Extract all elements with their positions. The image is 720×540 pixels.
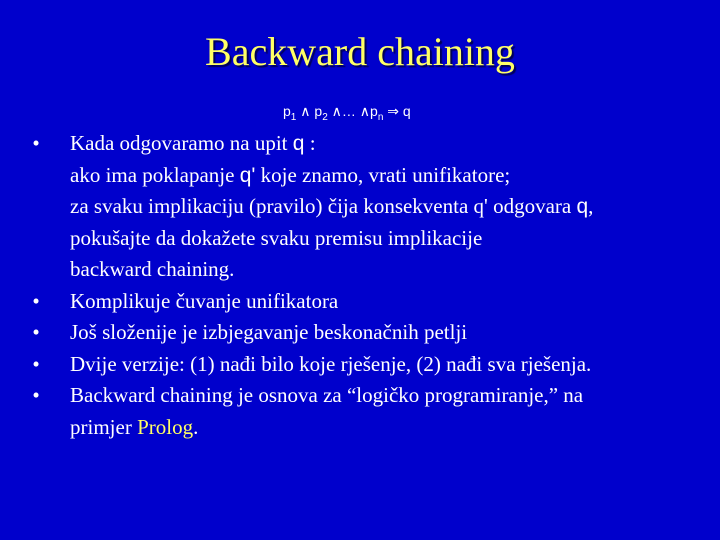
bullet-text: . <box>193 414 199 439</box>
bullet-text: za svaku implikaciju (pravilo) čija konsekventa q' odgovara <box>70 194 577 218</box>
bullet-text: primjer <box>70 414 138 439</box>
bullet-text: Još složenije je izbjegavanje beskonačnih petlji <box>70 320 468 344</box>
query-symbol: q <box>576 195 589 218</box>
bullet-item <box>26 380 706 412</box>
bullet-marker: • <box>32 131 40 155</box>
bullet-text: Komplikuje čuvanje unifikatora <box>70 288 339 313</box>
slide-title: Backward chaining <box>205 29 515 74</box>
bullet-continuation <box>26 160 706 192</box>
bullet-item <box>26 349 706 381</box>
bullet-text: Dvije verzije: (1) nađi bilo koje rješenje, (2) nađi sva rješenja. <box>70 351 592 376</box>
formula-p2: p <box>314 103 323 119</box>
bullet-text: , <box>588 194 594 218</box>
formula-and1: ∧ <box>296 103 315 119</box>
bullet-text: : <box>304 131 316 155</box>
formula-and2: ∧… ∧ <box>327 103 371 119</box>
bullet-marker: • <box>32 351 40 376</box>
bullet-continuation <box>26 223 706 255</box>
bullet-marker: • <box>32 288 40 313</box>
formula-pn: p <box>370 103 378 119</box>
bullet-item <box>26 317 706 349</box>
bullet-text: ako ima poklapanje <box>70 162 240 187</box>
prolog-highlight: Prolog <box>137 414 194 439</box>
bullet-list <box>26 128 706 443</box>
bullet-marker: • <box>32 320 40 344</box>
bullet-text: backward chaining. <box>70 257 235 281</box>
query-symbol: q <box>292 132 305 155</box>
bullet-marker: • <box>32 383 40 407</box>
bullet-text: koje znamo, vrati unifikatore; <box>255 162 511 187</box>
bullet-continuation <box>26 412 706 444</box>
formula-sub2: 2 <box>322 111 328 123</box>
formula-implies: ⇒ q <box>383 103 411 119</box>
bullet-text: Backward chaining je osnova za “logičko programiranje,” na <box>70 383 584 407</box>
formula-sub1: 1 <box>290 111 297 123</box>
query-symbol: q' <box>239 163 256 187</box>
rule-formula <box>283 103 411 123</box>
bullet-continuation <box>26 254 706 286</box>
bullet-item <box>26 286 706 318</box>
bullet-text: pokušajte da dokažete svaku premisu implikacije <box>70 225 483 250</box>
formula-p1: p <box>283 103 291 119</box>
bullet-continuation <box>26 191 706 223</box>
bullet-item <box>26 128 706 160</box>
formula-subn: n <box>377 111 384 123</box>
bullet-text: Kada odgovaramo na upit <box>70 131 293 155</box>
